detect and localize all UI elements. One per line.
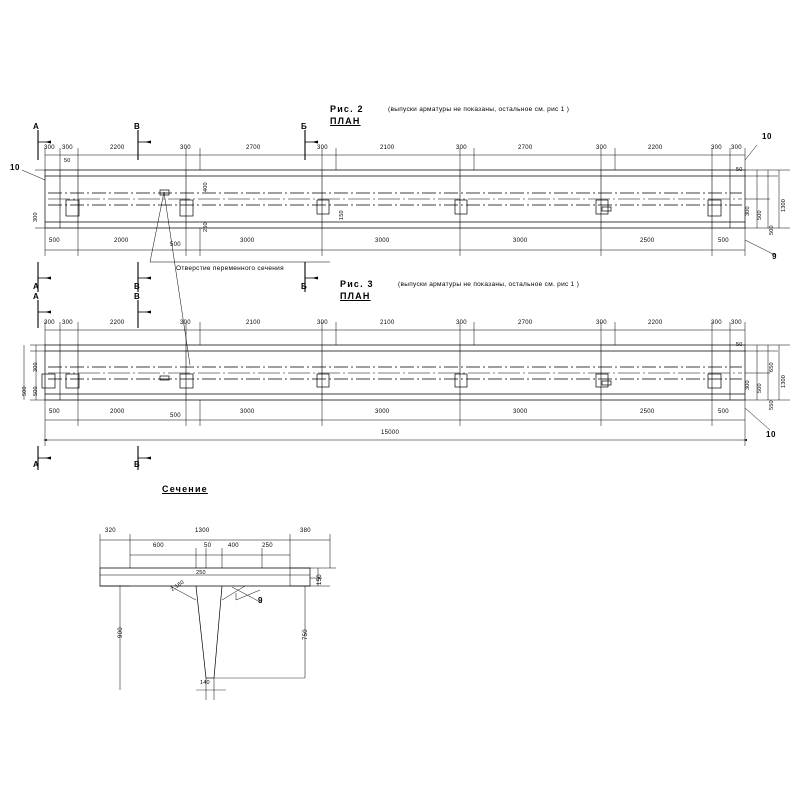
fig2-bot-dim-2: 500: [170, 242, 181, 248]
fig2-mark-v-bot: В: [134, 282, 141, 291]
fig3-top-dim-2: 2200: [110, 320, 125, 326]
fig3-right-dim-650: 650: [769, 362, 775, 372]
fig3-top-dim-6: 2100: [380, 320, 395, 326]
fig2-callout-9: 9: [772, 252, 777, 261]
fig2-mark-b-bot: Б: [301, 282, 308, 291]
section-left-dim-900: 900: [118, 627, 124, 638]
fig3-top-dim-4: 2100: [246, 320, 261, 326]
fig2-inner-dim-250: 250: [203, 222, 209, 232]
fig3-overall-dim: 15000: [381, 430, 400, 436]
fig2-mark-v-top: В: [134, 122, 141, 131]
fig3-callout-10: 10: [766, 430, 776, 439]
fig2-left-dim-300: 300: [33, 212, 39, 222]
fig2-left-dim-50: 50: [64, 158, 71, 164]
section-right-dim-750: 750: [303, 629, 309, 640]
fig2-mark-a-bot: А: [33, 282, 40, 291]
fig2-right-dim-500a: 500: [757, 210, 763, 220]
fig3-right-dim-50: 50: [736, 342, 743, 348]
section-inner-dim-3: 250: [262, 543, 273, 549]
fig3-right-dim-500: 500: [757, 383, 763, 393]
fig3-top-dim-0: 300: [44, 320, 55, 326]
fig3-bot-dim-7: 500: [718, 409, 729, 415]
fig3-bot-dim-4: 3000: [375, 409, 390, 415]
fig2-top-dim-11: 300: [711, 145, 722, 151]
section-top-dim-0: 320: [105, 528, 116, 534]
fig3-mark-v-top: В: [134, 292, 141, 301]
fig3-bot-dim-5: 3000: [513, 409, 528, 415]
fig2-top-dim-2: 2200: [110, 145, 125, 151]
fig2-callout-10-left: 10: [10, 163, 20, 172]
fig2-right-dim-500b: 500: [769, 225, 775, 235]
fig3-top-dim-10: 2200: [648, 320, 663, 326]
fig2-leader-note: Отверстие переменного сечения: [176, 265, 284, 272]
fig2-right-dim-50: 50: [736, 167, 743, 173]
fig2-mark-a-top: А: [33, 122, 40, 131]
fig2-bot-dim-5: 3000: [513, 238, 528, 244]
fig2-top-dim-12: 300: [731, 145, 742, 151]
section-top-dim-1: 1300: [195, 528, 210, 534]
fig2-bot-dim-3: 3000: [240, 238, 255, 244]
fig3-left-dim-500b: 500: [33, 386, 39, 396]
fig3-top-dim-8: 2700: [518, 320, 533, 326]
fig2-inner-dim-400: 400: [203, 182, 209, 192]
fig3-top-dim-5: 300: [317, 320, 328, 326]
fig2-bot-dim-0: 500: [49, 238, 60, 244]
fig3-mark-a-bot: А: [33, 460, 40, 469]
fig3-top-dim-7: 300: [456, 320, 467, 326]
fig2-bot-dim-4: 3000: [375, 238, 390, 244]
fig3-bot-dim-1: 2000: [110, 409, 125, 415]
fig2-top-dim-9: 300: [596, 145, 607, 151]
fig2-top-dim-5: 300: [317, 145, 328, 151]
section-right-dim-150: 150: [317, 574, 323, 585]
fig2-top-dim-7: 300: [456, 145, 467, 151]
fig3-mark-a-top: А: [33, 292, 40, 301]
section-caption: Сечение: [162, 484, 208, 494]
section-inner-dim-0: 600: [153, 543, 164, 549]
section-callout-9: 9: [258, 596, 263, 605]
section-web-dim-140: 140: [200, 680, 210, 686]
fig2-inner-dim-150: 150: [339, 210, 345, 220]
fig2-top-dim-8: 2700: [518, 145, 533, 151]
fig3-right-dim-550: 550: [769, 400, 775, 410]
section-web-dim-2160: 2,160: [170, 579, 186, 593]
fig3-top-dim-12: 300: [731, 320, 742, 326]
fig3-left-dim-300: 300: [33, 362, 39, 372]
figure3-note: (выпуски арматуры не показаны, остальное см. рис 1 ): [398, 281, 580, 288]
fig2-top-dim-6: 2100: [380, 145, 395, 151]
fig2-right-dim-300: 300: [745, 206, 751, 216]
fig3-right-dim-1300: 1300: [781, 374, 787, 388]
fig2-bot-dim-7: 500: [718, 238, 729, 244]
fig2-right-dim-1300: 1300: [781, 198, 787, 212]
fig3-bot-dim-6: 2500: [640, 409, 655, 415]
figure3-caption: Рис. 3: [340, 279, 374, 289]
section-top-dim-2: 380: [300, 528, 311, 534]
fig2-top-dim-0: 300: [44, 145, 55, 151]
fig2-top-dim-10: 2200: [648, 145, 663, 151]
fig3-bot-dim-2: 500: [170, 413, 181, 419]
figure2-caption: Рис. 2: [330, 104, 364, 114]
figure2-subtitle: ПЛАН: [330, 116, 361, 126]
fig2-mark-b-top: Б: [301, 122, 308, 131]
fig3-top-dim-9: 300: [596, 320, 607, 326]
figure3-subtitle: ПЛАН: [340, 291, 371, 301]
fig2-bot-dim-1: 2000: [114, 238, 129, 244]
section-web-dim-250: 250: [196, 570, 206, 576]
fig3-bot-dim-3: 3000: [240, 409, 255, 415]
section-inner-dim-2: 400: [228, 543, 239, 549]
fig3-left-dim-500: 500: [22, 386, 28, 396]
fig3-top-dim-1: 300: [62, 320, 73, 326]
fig2-bot-dim-6: 2500: [640, 238, 655, 244]
fig2-top-dim-1: 300: [62, 145, 73, 151]
fig3-bot-dim-0: 500: [49, 409, 60, 415]
fig2-callout-10-right: 10: [762, 132, 772, 141]
fig3-mark-v-bot: В: [134, 460, 141, 469]
fig3-top-dim-3: 300: [180, 320, 191, 326]
fig2-top-dim-4: 2700: [246, 145, 261, 151]
section-inner-dim-1: 50: [204, 543, 212, 549]
figure2-note: (выпуски арматуры не показаны, остальное см. рис 1 ): [388, 106, 570, 113]
fig3-top-dim-11: 300: [711, 320, 722, 326]
fig2-top-dim-3: 300: [180, 145, 191, 151]
fig3-right-dim-300: 300: [745, 380, 751, 390]
